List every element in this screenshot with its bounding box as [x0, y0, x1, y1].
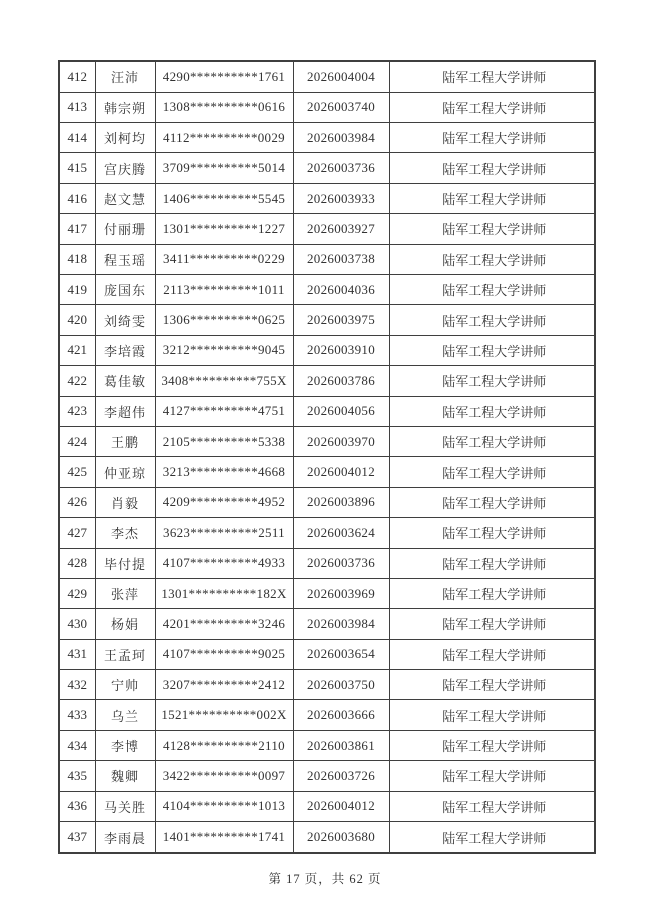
cell-name: 程玉瑶	[95, 244, 155, 274]
table-row	[59, 92, 595, 122]
cell-id-number: 1306**********0625	[155, 305, 293, 335]
cell-code: 2026003736	[293, 153, 389, 183]
roster-table-body	[59, 61, 595, 853]
table-row	[59, 609, 595, 639]
cell-code: 2026003750	[293, 670, 389, 700]
cell-seq: 428	[59, 548, 95, 578]
cell-id-number: 1401**********1741	[155, 822, 293, 853]
cell-seq: 436	[59, 791, 95, 821]
table-row	[59, 335, 595, 365]
table-row	[59, 791, 595, 821]
cell-id-number: 1406**********5545	[155, 183, 293, 213]
cell-seq: 422	[59, 366, 95, 396]
cell-id-number: 4112**********0029	[155, 123, 293, 153]
table-row	[59, 639, 595, 669]
cell-seq: 413	[59, 92, 95, 122]
cell-position: 陆军工程大学讲师	[389, 761, 595, 791]
cell-seq: 417	[59, 214, 95, 244]
cell-seq: 427	[59, 518, 95, 548]
cell-code: 2026003933	[293, 183, 389, 213]
cell-position: 陆军工程大学讲师	[389, 305, 595, 335]
cell-position: 陆军工程大学讲师	[389, 92, 595, 122]
cell-position: 陆军工程大学讲师	[389, 335, 595, 365]
cell-seq: 414	[59, 123, 95, 153]
cell-position: 陆军工程大学讲师	[389, 548, 595, 578]
cell-position: 陆军工程大学讲师	[389, 609, 595, 639]
cell-id-number: 3422**********0097	[155, 761, 293, 791]
table-row	[59, 822, 595, 853]
cell-code: 2026003666	[293, 700, 389, 730]
cell-name: 李杰	[95, 518, 155, 548]
cell-id-number: 3213**********4668	[155, 457, 293, 487]
cell-position: 陆军工程大学讲师	[389, 578, 595, 608]
cell-name: 张萍	[95, 578, 155, 608]
cell-id-number: 4290**********1761	[155, 61, 293, 92]
cell-id-number: 3207**********2412	[155, 670, 293, 700]
cell-seq: 423	[59, 396, 95, 426]
cell-position: 陆军工程大学讲师	[389, 244, 595, 274]
cell-position: 陆军工程大学讲师	[389, 153, 595, 183]
table-row	[59, 426, 595, 456]
table-row	[59, 578, 595, 608]
table-row	[59, 670, 595, 700]
cell-name: 李博	[95, 730, 155, 760]
table-row	[59, 183, 595, 213]
cell-code: 2026003896	[293, 487, 389, 517]
table-row	[59, 396, 595, 426]
cell-position: 陆军工程大学讲师	[389, 791, 595, 821]
cell-id-number: 1301**********1227	[155, 214, 293, 244]
cell-name: 刘绮雯	[95, 305, 155, 335]
cell-code: 2026004036	[293, 275, 389, 305]
cell-position: 陆军工程大学讲师	[389, 639, 595, 669]
cell-name: 王孟珂	[95, 639, 155, 669]
cell-position: 陆军工程大学讲师	[389, 822, 595, 853]
cell-name: 仲亚琼	[95, 457, 155, 487]
cell-id-number: 3212**********9045	[155, 335, 293, 365]
cell-seq: 430	[59, 609, 95, 639]
cell-id-number: 4209**********4952	[155, 487, 293, 517]
cell-id-number: 4104**********1013	[155, 791, 293, 821]
cell-position: 陆军工程大学讲师	[389, 457, 595, 487]
cell-name: 毕付提	[95, 548, 155, 578]
cell-code: 2026003927	[293, 214, 389, 244]
cell-name: 王鹏	[95, 426, 155, 456]
cell-position: 陆军工程大学讲师	[389, 487, 595, 517]
table-row	[59, 153, 595, 183]
cell-code: 2026003969	[293, 578, 389, 608]
cell-id-number: 1308**********0616	[155, 92, 293, 122]
cell-seq: 418	[59, 244, 95, 274]
cell-position: 陆军工程大学讲师	[389, 61, 595, 92]
cell-code: 2026003624	[293, 518, 389, 548]
cell-name: 马关胜	[95, 791, 155, 821]
cell-code: 2026003910	[293, 335, 389, 365]
cell-name: 付丽珊	[95, 214, 155, 244]
cell-id-number: 4127**********4751	[155, 396, 293, 426]
cell-position: 陆军工程大学讲师	[389, 670, 595, 700]
cell-code: 2026003740	[293, 92, 389, 122]
cell-seq: 432	[59, 670, 95, 700]
cell-id-number: 3408**********755X	[155, 366, 293, 396]
cell-seq: 435	[59, 761, 95, 791]
table-row	[59, 487, 595, 517]
cell-code: 2026003984	[293, 123, 389, 153]
cell-seq: 434	[59, 730, 95, 760]
table-row	[59, 730, 595, 760]
table-row	[59, 61, 595, 92]
cell-position: 陆军工程大学讲师	[389, 518, 595, 548]
cell-position: 陆军工程大学讲师	[389, 366, 595, 396]
cell-code: 2026003861	[293, 730, 389, 760]
page-footer	[0, 869, 650, 887]
cell-position: 陆军工程大学讲师	[389, 730, 595, 760]
cell-seq: 437	[59, 822, 95, 853]
table-row	[59, 366, 595, 396]
cell-code: 2026003970	[293, 426, 389, 456]
cell-name: 刘柯均	[95, 123, 155, 153]
page-number-text: 第 17 页，共 62 页	[268, 872, 382, 886]
table-row	[59, 214, 595, 244]
cell-name: 李超伟	[95, 396, 155, 426]
cell-seq: 416	[59, 183, 95, 213]
cell-code: 2026003975	[293, 305, 389, 335]
cell-code: 2026003736	[293, 548, 389, 578]
cell-name: 宁帅	[95, 670, 155, 700]
cell-name: 庞国东	[95, 275, 155, 305]
table-row	[59, 275, 595, 305]
cell-seq: 424	[59, 426, 95, 456]
cell-id-number: 1521**********002X	[155, 700, 293, 730]
cell-seq: 419	[59, 275, 95, 305]
table-row	[59, 761, 595, 791]
roster-table	[58, 60, 596, 854]
cell-id-number: 4128**********2110	[155, 730, 293, 760]
cell-seq: 431	[59, 639, 95, 669]
table-row	[59, 457, 595, 487]
cell-seq: 421	[59, 335, 95, 365]
cell-id-number: 3709**********5014	[155, 153, 293, 183]
cell-code: 2026003984	[293, 609, 389, 639]
cell-name: 韩宗朔	[95, 92, 155, 122]
cell-code: 2026003654	[293, 639, 389, 669]
cell-name: 乌兰	[95, 700, 155, 730]
cell-name: 李雨晨	[95, 822, 155, 853]
cell-seq: 429	[59, 578, 95, 608]
cell-code: 2026004056	[293, 396, 389, 426]
cell-seq: 433	[59, 700, 95, 730]
cell-position: 陆军工程大学讲师	[389, 426, 595, 456]
table-row	[59, 548, 595, 578]
cell-code: 2026004012	[293, 457, 389, 487]
cell-seq: 425	[59, 457, 95, 487]
cell-seq: 420	[59, 305, 95, 335]
cell-name: 魏卿	[95, 761, 155, 791]
cell-id-number: 4107**********9025	[155, 639, 293, 669]
cell-seq: 426	[59, 487, 95, 517]
cell-id-number: 3623**********2511	[155, 518, 293, 548]
cell-seq: 412	[59, 61, 95, 92]
cell-code: 2026004012	[293, 791, 389, 821]
cell-id-number: 4201**********3246	[155, 609, 293, 639]
cell-name: 肖毅	[95, 487, 155, 517]
cell-code: 2026003726	[293, 761, 389, 791]
table-row	[59, 123, 595, 153]
cell-name: 李培霞	[95, 335, 155, 365]
cell-name: 葛佳敏	[95, 366, 155, 396]
cell-id-number: 4107**********4933	[155, 548, 293, 578]
cell-code: 2026003738	[293, 244, 389, 274]
cell-position: 陆军工程大学讲师	[389, 123, 595, 153]
cell-name: 汪沛	[95, 61, 155, 92]
table-row	[59, 518, 595, 548]
cell-id-number: 1301**********182X	[155, 578, 293, 608]
table-row	[59, 305, 595, 335]
cell-position: 陆军工程大学讲师	[389, 214, 595, 244]
cell-position: 陆军工程大学讲师	[389, 396, 595, 426]
cell-position: 陆军工程大学讲师	[389, 183, 595, 213]
table-row	[59, 700, 595, 730]
cell-name: 宫庆腾	[95, 153, 155, 183]
cell-name: 杨娟	[95, 609, 155, 639]
cell-position: 陆军工程大学讲师	[389, 700, 595, 730]
table-row	[59, 244, 595, 274]
cell-id-number: 3411**********0229	[155, 244, 293, 274]
cell-seq: 415	[59, 153, 95, 183]
cell-name: 赵文慧	[95, 183, 155, 213]
cell-position: 陆军工程大学讲师	[389, 275, 595, 305]
cell-code: 2026003786	[293, 366, 389, 396]
cell-code: 2026003680	[293, 822, 389, 853]
cell-id-number: 2113**********1011	[155, 275, 293, 305]
cell-id-number: 2105**********5338	[155, 426, 293, 456]
cell-code: 2026004004	[293, 61, 389, 92]
